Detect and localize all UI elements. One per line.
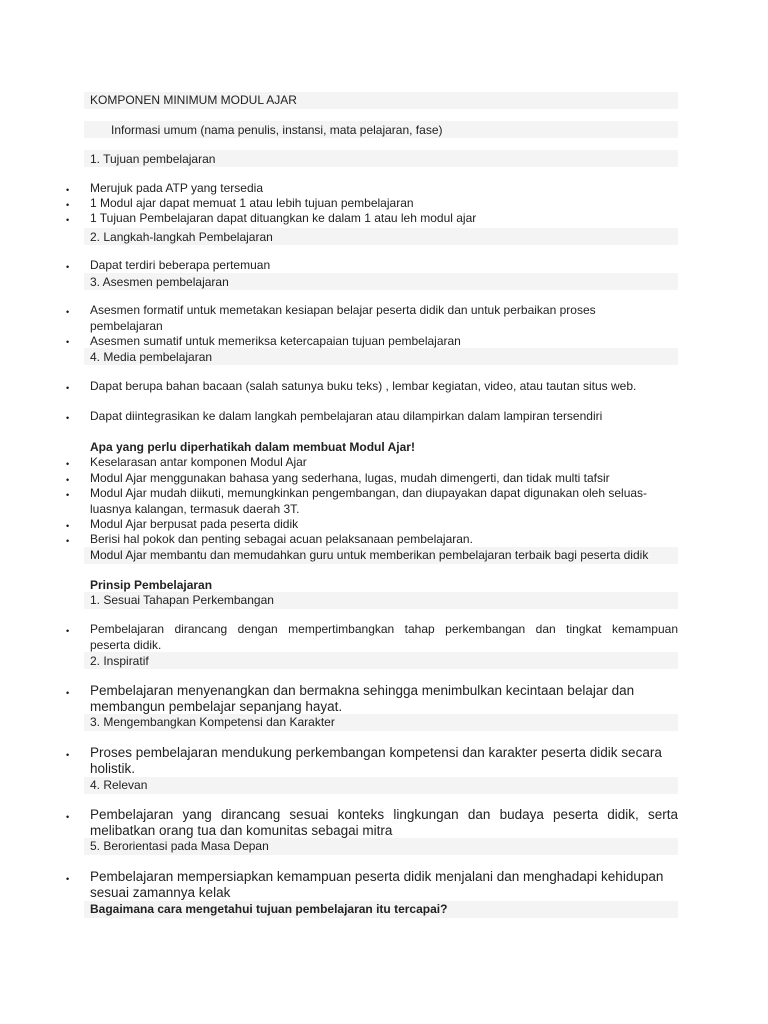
principle-text: Pembelajaran mempersiapkan kemampuan peserta didik menjalani dan menghadapi kehidupan xyxy=(90,869,664,884)
principle-text-continuation: holistik. xyxy=(90,761,136,776)
list-item-continuation: luasnya kalangan, termasuk daerah 3T. xyxy=(90,502,300,516)
principle-text-continuation: melibatkan orang tua dan komunitas sebagai mitra xyxy=(90,823,393,838)
section-heading-tujuan: 1. Tujuan pembelajaran xyxy=(90,152,216,166)
list-item: Dapat terdiri beberapa pertemuan xyxy=(90,258,271,272)
section-heading-perhatian: Apa yang perlu diperhatikah dalam membuat Modul Ajar! xyxy=(90,440,415,454)
bullet-icon: • xyxy=(66,626,70,636)
principle-text-continuation: membangun pembelajar sepanjang hayat. xyxy=(90,699,343,714)
principle-heading: 2. Inspiratif xyxy=(90,654,149,668)
list-item: Modul Ajar menggunakan bahasa yang sederhana, lugas, mudah dimengerti, dan tidak multi tafsir xyxy=(90,471,610,485)
list-item-continuation: pembelajaran xyxy=(90,319,163,333)
bullet-icon: • xyxy=(66,536,70,546)
principle-text-continuation: sesuai zamannya kelak xyxy=(90,885,231,900)
principle-text-line: Pembelajaran dirancang dengan mempertimbangkan tahap perkembangan dan tingkat kemampuan xyxy=(90,622,678,636)
bullet-icon: • xyxy=(66,215,70,225)
principle-heading: 3. Mengembangkan Kompetensi dan Karakter xyxy=(90,715,335,729)
bullet-icon: • xyxy=(66,383,70,393)
bullet-icon: • xyxy=(66,262,70,272)
section-heading-asesmen: 3. Asesmen pembelajaran xyxy=(90,275,229,289)
list-item: Modul Ajar mudah diikuti, memungkinkan pengembangan, dan diupayakan dapat digunakan oleh seluas- xyxy=(90,486,648,500)
bullet-icon: • xyxy=(66,459,70,469)
list-item: Berisi hal pokok dan penting sebagai acuan pelaksanaan pembelajaran. xyxy=(90,532,473,546)
closing-question: Bagaimana cara mengetahui tujuan pembelajaran itu tercapai? xyxy=(90,902,448,916)
list-item: Keselarasan antar komponen Modul Ajar xyxy=(90,455,307,469)
document-title: KOMPONEN MINIMUM MODUL AJAR xyxy=(90,93,297,107)
principle-text xyxy=(90,622,678,636)
bullet-icon: • xyxy=(66,490,70,500)
principle-text: Pembelajaran menyenangkan dan bermakna sehingga menimbulkan kecintaan belajar dan xyxy=(90,683,635,698)
list-item: Modul Ajar berpusat pada peserta didik xyxy=(90,517,299,531)
principle-text-line: Pembelajaran yang dirancang sesuai konteks lingkungan dan budaya peserta didik, serta xyxy=(90,807,678,822)
list-item: Dapat diintegrasikan ke dalam langkah pembelajaran atau dilampirkan dalam lampiran tersendiri xyxy=(90,409,603,423)
bullet-icon: • xyxy=(66,337,70,347)
bullet-icon: • xyxy=(66,521,70,531)
principle-heading: 1. Sesuai Tahapan Perkembangan xyxy=(90,593,274,607)
list-item: Dapat berupa bahan bacaan (salah satunya buku teks) , lembar kegiatan, video, atau tautan situs web. xyxy=(90,379,637,393)
bullet-icon: • xyxy=(66,200,70,210)
list-item: Merujuk pada ATP yang tersedia xyxy=(90,181,263,195)
line-shade xyxy=(84,777,678,794)
bullet-icon: • xyxy=(66,812,70,822)
principle-text-continuation: peserta didik. xyxy=(90,638,162,652)
section-heading-prinsip: Prinsip Pembelajaran xyxy=(90,578,213,592)
list-item: Asesmen formatif untuk memetakan kesiapan belajar peserta didik dan untuk perbaikan proses xyxy=(90,303,596,317)
bullet-icon: • xyxy=(66,874,70,884)
list-item-continuation: Modul Ajar membantu dan memudahkan guru untuk memberikan pembelajaran terbaik bagi peserta didik xyxy=(90,548,649,562)
principle-heading: 5. Berorientasi pada Masa Depan xyxy=(90,839,269,853)
principle-heading: 4. Relevan xyxy=(90,778,148,792)
bullet-icon: • xyxy=(66,475,70,485)
bullet-icon: • xyxy=(66,185,70,195)
principle-text xyxy=(90,807,678,823)
bullet-icon: • xyxy=(66,307,70,317)
list-item: 1 Tujuan Pembelajaran dapat dituangkan ke dalam 1 atau leh modul ajar xyxy=(90,211,477,225)
section-heading-langkah: 2. Langkah-langkah Pembelajaran xyxy=(90,230,273,244)
section-heading-media: 4. Media pembelajaran xyxy=(90,350,213,364)
bullet-icon: • xyxy=(66,688,70,698)
bullet-icon: • xyxy=(66,413,70,423)
line-shade xyxy=(84,652,678,669)
general-info-line: Informasi umum (nama penulis, instansi, mata pelajaran, fase) xyxy=(111,123,443,137)
principle-text: Proses pembelajaran mendukung perkembangan kompetensi dan karakter peserta didik secara xyxy=(90,745,662,760)
list-item: Asesmen sumatif untuk memeriksa ketercapaian tujuan pembelajaran xyxy=(90,334,461,348)
list-item: 1 Modul ajar dapat memuat 1 atau lebih tujuan pembelajaran xyxy=(90,196,414,210)
bullet-icon: • xyxy=(66,750,70,760)
